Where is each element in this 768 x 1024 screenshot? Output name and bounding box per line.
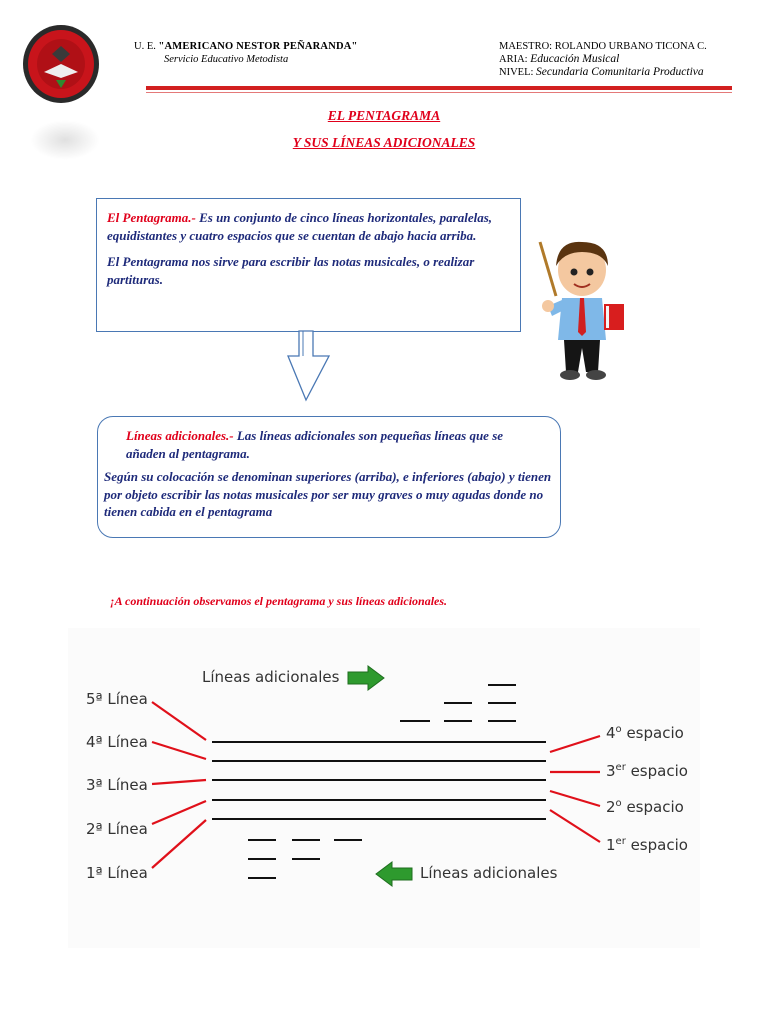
- staff-term: El Pentagrama.-: [107, 210, 196, 225]
- left-pointers: [152, 702, 206, 868]
- header-right: [499, 40, 707, 79]
- label-space-1: 1er espacio: [606, 836, 688, 854]
- label-line-3: 3ª Línea: [86, 776, 148, 794]
- label-line-2: 2ª Línea: [86, 820, 148, 838]
- intro-text: ¡A continuación observamos el pentagrama y sus líneas adicionales.: [110, 594, 448, 608]
- service-name: Servicio Educativo Metodista: [164, 54, 289, 65]
- school-name: "AMERICANO NESTOR PEÑARANDA": [158, 41, 358, 52]
- label-line-5: 5ª Línea: [86, 690, 148, 708]
- upper-ledger-lines: [400, 685, 516, 721]
- teacher-illustration: [534, 236, 630, 382]
- lower-ledger-label: Líneas adicionales: [420, 864, 558, 882]
- lower-ledger-lines: [248, 840, 362, 878]
- label-space-4: 4$^o$ espacio: [606, 724, 684, 742]
- staff-use: El Pentagrama nos sirve para escribir las notas musicales, o realizar partituras.: [107, 254, 475, 287]
- definition-box-ledger: [97, 416, 561, 538]
- level-line: NIVEL: Secundaria Comunitaria Productiva: [499, 66, 704, 78]
- down-arrow-icon: [285, 330, 335, 402]
- label-space-2: 2$^o$ espacio: [606, 798, 684, 816]
- left-arrow-icon: [376, 862, 412, 886]
- teacher-line: MAESTRO: ROLANDO URBANO TICONA C.: [499, 41, 707, 52]
- school-logo: [22, 24, 100, 104]
- staff-definition: El Pentagrama.- Es un conjunto de cinco líneas horizontales, paralelas, equidistantes y cuatro espacios que se cuentan de abajo hacia arriba.: [107, 210, 493, 243]
- label-space-3: 3er espacio: [606, 762, 688, 780]
- header-rule: [146, 86, 732, 90]
- upper-ledger-label: Líneas adicionales: [202, 668, 340, 686]
- header-left: [134, 40, 358, 66]
- right-arrow-icon: [348, 666, 384, 690]
- school-line: U. E. "AMERICANO NESTOR PEÑARANDA": [134, 41, 358, 52]
- right-pointers: [550, 736, 600, 842]
- title-line-2: Y SUS LÍNEAS ADICIONALES: [292, 135, 476, 150]
- definition-box-staff: [96, 198, 521, 332]
- ledger-detail: Según su colocación se denominan superiores (arriba), e inferiores (abajo) y tienen por objeto escribir las notas musicales por ser muy graves o muy agudas donde no tienen cabida en el pentagrama: [104, 469, 552, 519]
- ledger-term: Líneas adicionales.-: [126, 428, 234, 443]
- area-line: ARIA: Educación Musical: [499, 53, 620, 65]
- label-line-4: 4ª Línea: [86, 733, 148, 751]
- staff-diagram: [68, 628, 700, 948]
- header-rule-thin: [146, 92, 732, 93]
- title-line-1: EL PENTAGRAMA: [327, 108, 441, 123]
- staff-graphic: [68, 628, 700, 948]
- ledger-definition: Líneas adicionales.- Las líneas adicionales son pequeñas líneas que se añaden al pentagrama.: [126, 428, 504, 461]
- label-line-1: 1ª Línea: [86, 864, 148, 882]
